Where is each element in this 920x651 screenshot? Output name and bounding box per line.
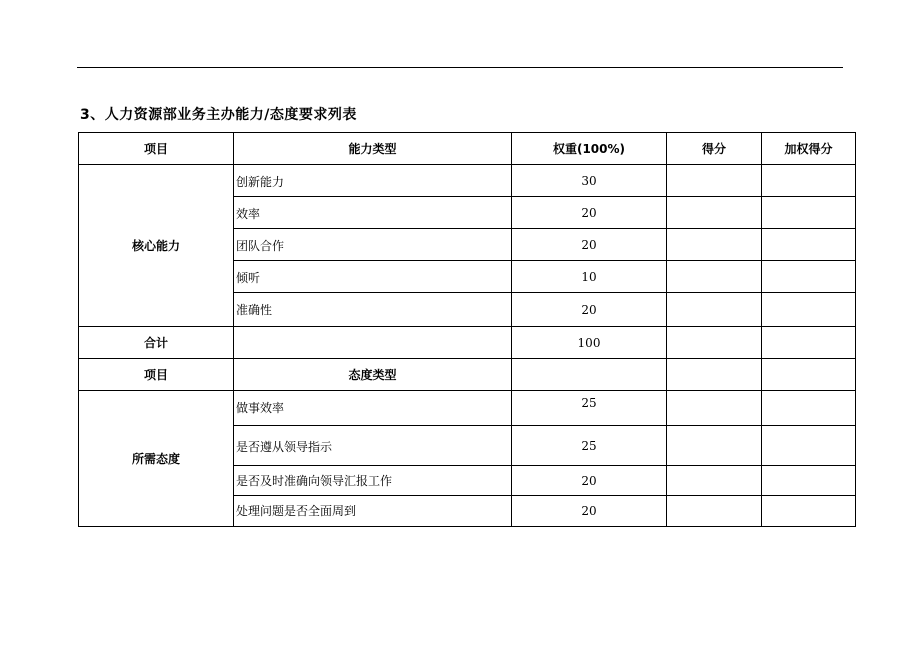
weight-cell: 30 bbox=[512, 165, 667, 197]
weighted-score-cell[interactable] bbox=[762, 261, 856, 293]
weighted-score-cell[interactable] bbox=[762, 466, 856, 496]
ability-type-cell: 准确性 bbox=[234, 293, 512, 327]
score-cell[interactable] bbox=[667, 293, 762, 327]
ability-type-cell: 团队合作 bbox=[234, 229, 512, 261]
ability-type-cell: 效率 bbox=[234, 197, 512, 229]
header-ability-type: 能力类型 bbox=[234, 133, 512, 165]
weighted-score-cell[interactable] bbox=[762, 197, 856, 229]
weighted-score-cell[interactable] bbox=[762, 327, 856, 359]
section-title: 3、人力资源部业务主办能力/态度要求列表 bbox=[80, 107, 357, 123]
weighted-score-cell[interactable] bbox=[762, 229, 856, 261]
header-weighted-score: 加权得分 bbox=[762, 133, 856, 165]
total-row bbox=[79, 327, 856, 359]
score-cell[interactable] bbox=[667, 426, 762, 466]
empty-cell bbox=[512, 359, 667, 391]
attitude-type-cell: 是否遵从领导指示 bbox=[234, 426, 512, 466]
total-value: 100 bbox=[512, 327, 667, 359]
table-row bbox=[79, 391, 856, 426]
ability-attitude-table bbox=[78, 132, 856, 527]
ability-type-cell: 创新能力 bbox=[234, 165, 512, 197]
attitude-type-cell: 是否及时准确向领导汇报工作 bbox=[234, 466, 512, 496]
weight-cell: 20 bbox=[512, 229, 667, 261]
weight-cell: 25 bbox=[512, 391, 667, 426]
weight-cell: 20 bbox=[512, 293, 667, 327]
total-label: 合计 bbox=[79, 327, 234, 359]
weight-cell: 10 bbox=[512, 261, 667, 293]
ability-type-cell: 倾听 bbox=[234, 261, 512, 293]
score-cell[interactable] bbox=[667, 261, 762, 293]
score-cell[interactable] bbox=[667, 229, 762, 261]
table-header-row bbox=[79, 133, 856, 165]
empty-cell bbox=[667, 359, 762, 391]
weight-cell: 20 bbox=[512, 197, 667, 229]
attitude-header-row bbox=[79, 359, 856, 391]
weight-cell: 25 bbox=[512, 426, 667, 466]
attitude-group-label: 所需态度 bbox=[79, 391, 234, 527]
total-empty-cell bbox=[234, 327, 512, 359]
header-weight: 权重(100%) bbox=[512, 133, 667, 165]
attitude-type-cell: 做事效率 bbox=[234, 391, 512, 426]
table-row bbox=[79, 165, 856, 197]
score-cell[interactable] bbox=[667, 496, 762, 527]
weighted-score-cell[interactable] bbox=[762, 496, 856, 527]
attitude-header-type: 态度类型 bbox=[234, 359, 512, 391]
core-ability-group-label: 核心能力 bbox=[79, 165, 234, 327]
attitude-header-item: 项目 bbox=[79, 359, 234, 391]
score-cell[interactable] bbox=[667, 165, 762, 197]
attitude-type-cell: 处理问题是否全面周到 bbox=[234, 496, 512, 527]
weighted-score-cell[interactable] bbox=[762, 165, 856, 197]
weighted-score-cell[interactable] bbox=[762, 293, 856, 327]
score-cell[interactable] bbox=[667, 327, 762, 359]
score-cell[interactable] bbox=[667, 391, 762, 426]
score-cell[interactable] bbox=[667, 197, 762, 229]
weighted-score-cell[interactable] bbox=[762, 391, 856, 426]
weight-cell: 20 bbox=[512, 466, 667, 496]
score-cell[interactable] bbox=[667, 466, 762, 496]
weight-cell: 20 bbox=[512, 496, 667, 527]
header-item: 项目 bbox=[79, 133, 234, 165]
empty-cell bbox=[762, 359, 856, 391]
top-divider-line bbox=[77, 67, 843, 68]
weighted-score-cell[interactable] bbox=[762, 426, 856, 466]
header-score: 得分 bbox=[667, 133, 762, 165]
